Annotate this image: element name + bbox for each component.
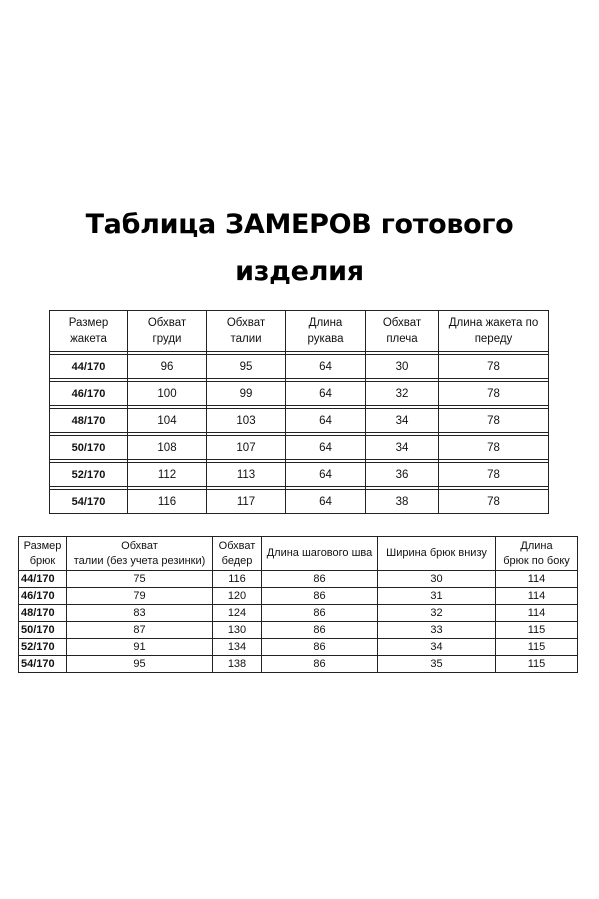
table-row <box>19 571 578 588</box>
value-cell: 95 <box>67 656 213 673</box>
value-cell: 113 <box>207 463 286 487</box>
value-cell: 34 <box>378 639 496 656</box>
pants-measurements-table <box>18 536 578 673</box>
size-cell: 50/170 <box>19 622 67 639</box>
table-row <box>50 436 549 460</box>
value-cell: 86 <box>262 639 378 656</box>
value-cell: 64 <box>286 382 366 406</box>
value-cell: 138 <box>213 656 262 673</box>
value-cell: 134 <box>213 639 262 656</box>
value-cell: 75 <box>67 571 213 588</box>
pants-header-inseam: Длина шагового шва <box>262 537 378 571</box>
pants-header-waist: Обхват талии (без учета резинки) <box>67 537 213 571</box>
value-cell: 130 <box>213 622 262 639</box>
value-cell: 107 <box>207 436 286 460</box>
value-cell: 30 <box>378 571 496 588</box>
value-cell: 64 <box>286 436 366 460</box>
value-cell: 115 <box>496 656 578 673</box>
value-cell: 108 <box>128 436 207 460</box>
jacket-header-shoulder: Обхват плеча <box>366 311 439 352</box>
value-cell: 78 <box>439 382 549 406</box>
value-cell: 116 <box>128 490 207 514</box>
value-cell: 78 <box>439 409 549 433</box>
jacket-header-row <box>50 311 549 352</box>
value-cell: 78 <box>439 436 549 460</box>
value-cell: 117 <box>207 490 286 514</box>
value-cell: 103 <box>207 409 286 433</box>
table-row <box>50 490 549 514</box>
value-cell: 86 <box>262 571 378 588</box>
value-cell: 96 <box>128 355 207 379</box>
value-cell: 64 <box>286 409 366 433</box>
value-cell: 79 <box>67 588 213 605</box>
jacket-measurements-table <box>49 310 549 514</box>
size-cell: 46/170 <box>19 588 67 605</box>
value-cell: 114 <box>496 588 578 605</box>
value-cell: 34 <box>366 409 439 433</box>
table-row <box>19 605 578 622</box>
value-cell: 95 <box>207 355 286 379</box>
pants-header-row <box>19 537 578 571</box>
value-cell: 31 <box>378 588 496 605</box>
value-cell: 64 <box>286 355 366 379</box>
value-cell: 112 <box>128 463 207 487</box>
value-cell: 83 <box>67 605 213 622</box>
value-cell: 33 <box>378 622 496 639</box>
value-cell: 87 <box>67 622 213 639</box>
value-cell: 64 <box>286 490 366 514</box>
table-row <box>50 409 549 433</box>
jacket-header-chest: Обхват груди <box>128 311 207 352</box>
pants-header-side-length: Длина брюк по боку <box>496 537 578 571</box>
value-cell: 104 <box>128 409 207 433</box>
value-cell: 38 <box>366 490 439 514</box>
value-cell: 86 <box>262 656 378 673</box>
size-cell: 52/170 <box>50 463 128 487</box>
page-title-line-2: изделия <box>235 256 364 287</box>
table-row <box>19 622 578 639</box>
table-row <box>19 639 578 656</box>
value-cell: 64 <box>286 463 366 487</box>
value-cell: 32 <box>366 382 439 406</box>
pants-header-bottom-width: Ширина брюк внизу <box>378 537 496 571</box>
value-cell: 35 <box>378 656 496 673</box>
value-cell: 100 <box>128 382 207 406</box>
table-row <box>50 463 549 487</box>
size-cell: 44/170 <box>19 571 67 588</box>
value-cell: 32 <box>378 605 496 622</box>
table-row <box>50 382 549 406</box>
size-cell: 48/170 <box>50 409 128 433</box>
value-cell: 91 <box>67 639 213 656</box>
size-cell: 44/170 <box>50 355 128 379</box>
value-cell: 115 <box>496 622 578 639</box>
value-cell: 34 <box>366 436 439 460</box>
value-cell: 36 <box>366 463 439 487</box>
size-cell: 48/170 <box>19 605 67 622</box>
jacket-header-size: Размер жакета <box>50 311 128 352</box>
table-row <box>19 656 578 673</box>
value-cell: 124 <box>213 605 262 622</box>
size-cell: 54/170 <box>50 490 128 514</box>
value-cell: 120 <box>213 588 262 605</box>
value-cell: 114 <box>496 605 578 622</box>
table-row <box>50 355 549 379</box>
value-cell: 99 <box>207 382 286 406</box>
size-cell: 46/170 <box>50 382 128 406</box>
value-cell: 115 <box>496 639 578 656</box>
table-row <box>19 588 578 605</box>
page-title-line-1: Таблица ЗАМЕРОВ готового <box>85 209 514 240</box>
value-cell: 30 <box>366 355 439 379</box>
jacket-header-front-length: Длина жакета по переду <box>439 311 549 352</box>
pants-header-hips: Обхват бедер <box>213 537 262 571</box>
value-cell: 86 <box>262 622 378 639</box>
value-cell: 114 <box>496 571 578 588</box>
jacket-header-waist: Обхват талии <box>207 311 286 352</box>
size-cell: 54/170 <box>19 656 67 673</box>
jacket-header-sleeve: Длина рукава <box>286 311 366 352</box>
value-cell: 78 <box>439 355 549 379</box>
size-cell: 50/170 <box>50 436 128 460</box>
pants-header-size: Размер брюк <box>19 537 67 571</box>
size-cell: 52/170 <box>19 639 67 656</box>
value-cell: 86 <box>262 605 378 622</box>
value-cell: 86 <box>262 588 378 605</box>
value-cell: 78 <box>439 490 549 514</box>
value-cell: 78 <box>439 463 549 487</box>
value-cell: 116 <box>213 571 262 588</box>
